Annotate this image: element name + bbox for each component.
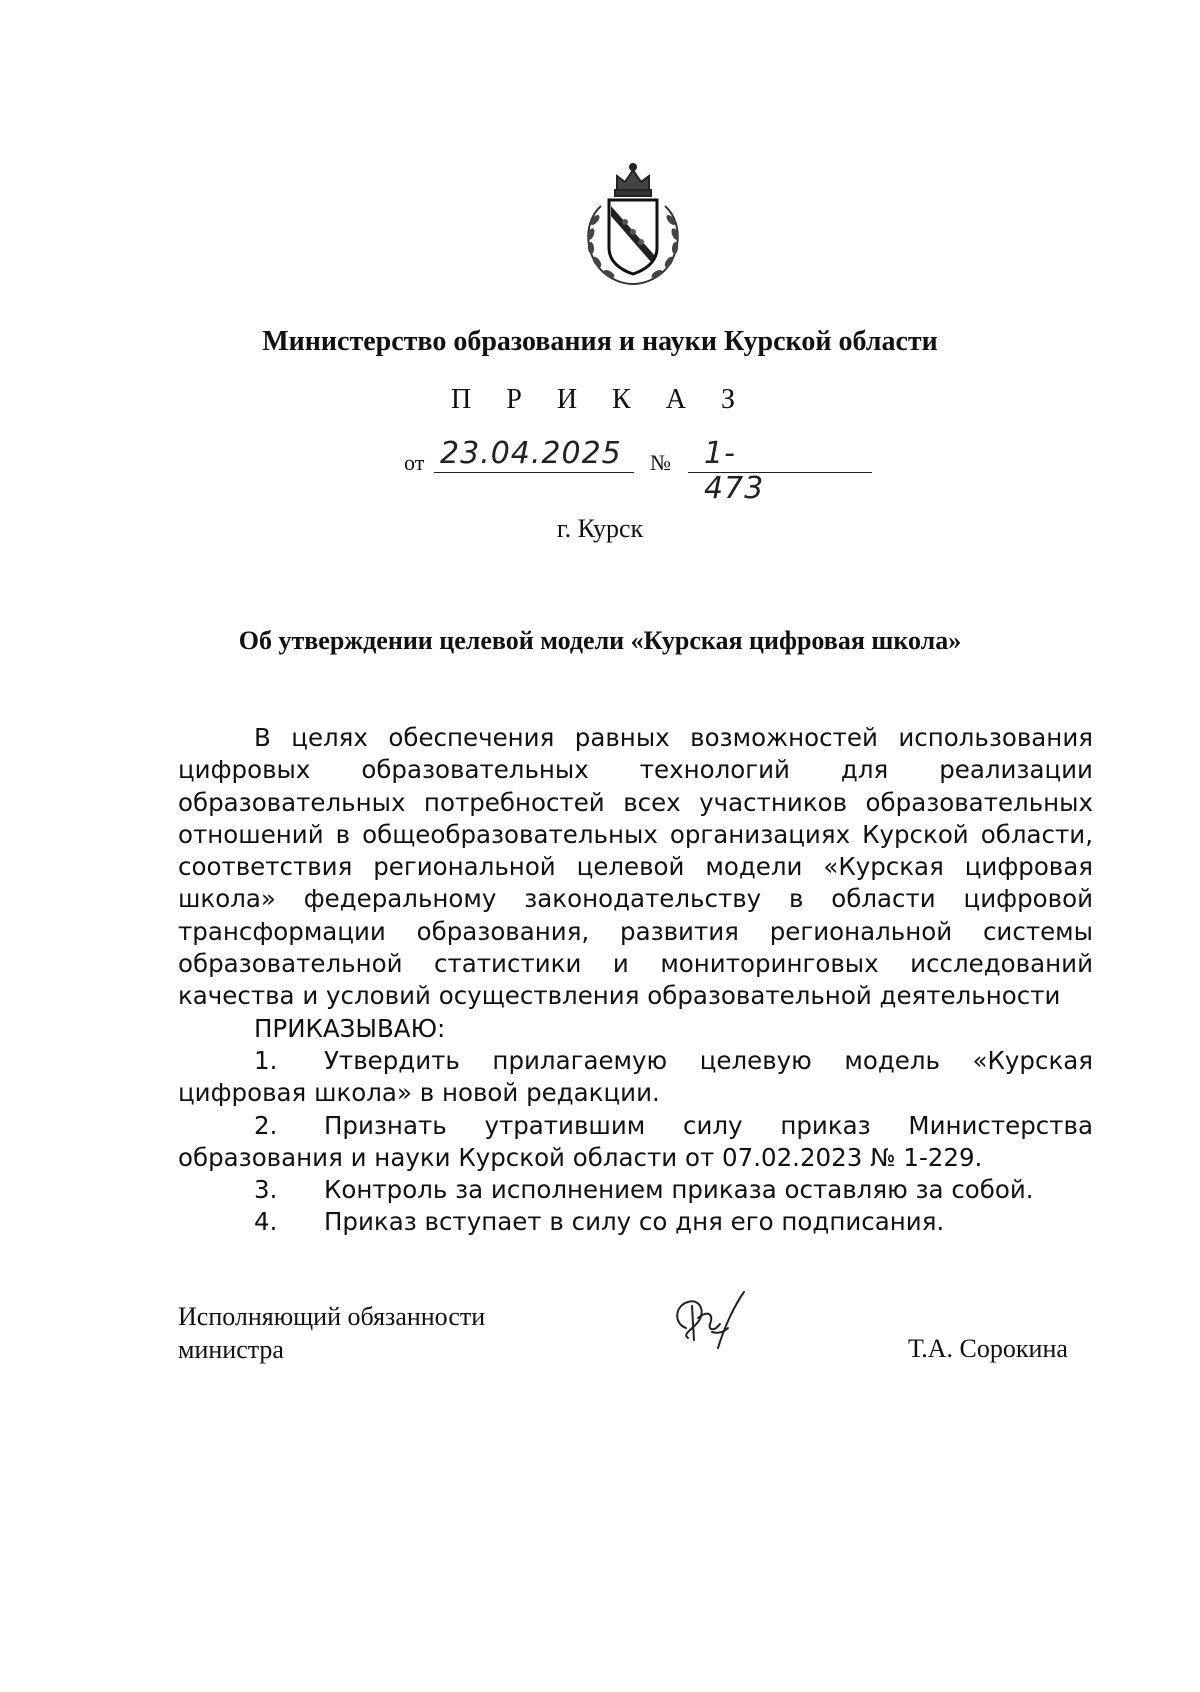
item-text: Приказ вступает в силу со дня его подписания. xyxy=(324,1207,945,1237)
number-label: № xyxy=(650,450,671,475)
item-text: Утвердить прилагаемую целевую модель «Курская цифровая школа» в новой редакции. xyxy=(178,1045,1093,1108)
date-underline xyxy=(434,472,634,473)
ministry-name: Министерство образования и науки Курской области xyxy=(262,326,938,357)
order-word: ПРИКАЗЫВАЮ: xyxy=(254,1013,446,1043)
order-item xyxy=(178,1206,1093,1238)
item-text: Контроль за исполнением приказа оставляю за собой. xyxy=(324,1175,1034,1205)
position-line-1: Исполняющий обязанности xyxy=(178,1302,486,1331)
item-number: 3. xyxy=(254,1175,278,1205)
position-line-2: министра xyxy=(178,1335,284,1364)
document-type: П Р И К А З xyxy=(451,384,749,415)
from-label: от xyxy=(404,450,425,475)
city: г. Курск xyxy=(556,514,644,543)
document-body xyxy=(178,722,1093,1239)
item-number: 4. xyxy=(254,1207,278,1237)
handwritten-number: 1-473 xyxy=(704,436,765,506)
item-number: 2. xyxy=(254,1110,278,1140)
signatory-position xyxy=(178,1300,485,1366)
order-item xyxy=(178,1174,1093,1206)
handwritten-signature xyxy=(668,1288,748,1358)
handwritten-date: 23.04.2025 xyxy=(440,436,622,471)
document-subject: Об утверждении целевой модели «Курская цифровая школа» xyxy=(238,626,962,655)
preamble-paragraph: В целях обеспечения равных возможностей использования цифровых образовательных технологий для реализации образовательных потребностей всех участников образовательных отношений в общеобразовательных организациях Курской области, соответствия региональной целевой модели «Курская цифровая школа» федеральному законодательству в области цифровой трансформации образования, развития региональной системы образовательной статистики и мониторинговых исследований качества и условий осуществления образовательной деятельности xyxy=(178,723,1093,1011)
item-text: Признать утратившим силу приказ Министерства образования и науки Курской области от 07.02.2023 № 1-229. xyxy=(178,1110,1093,1172)
order-item xyxy=(178,1110,1093,1175)
item-number: 1. xyxy=(254,1045,278,1075)
signatory-name: Т.А. Сорокина xyxy=(908,1334,1068,1363)
coat-of-arms-emblem xyxy=(567,160,699,290)
order-item xyxy=(178,1045,1093,1110)
